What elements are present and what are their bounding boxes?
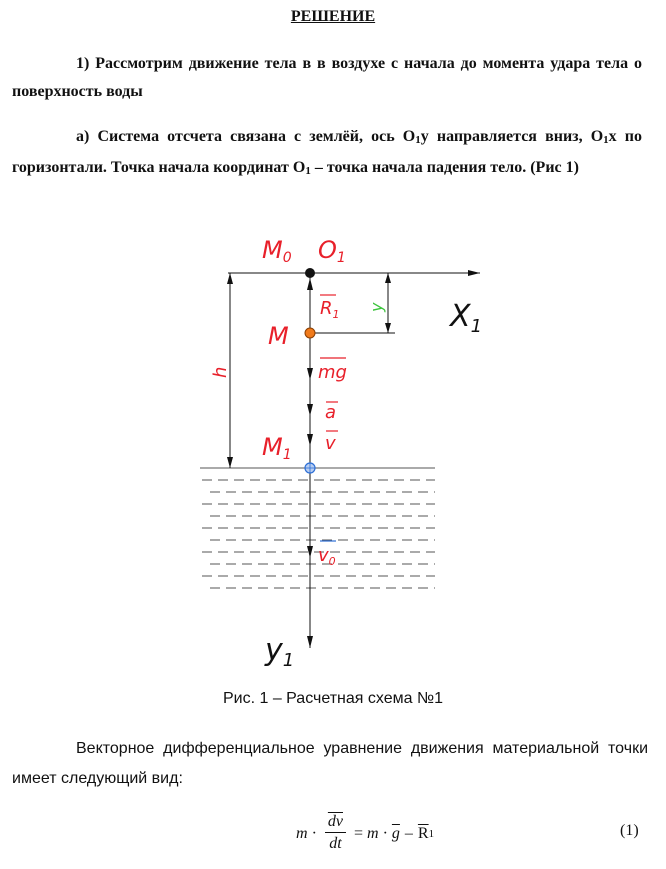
label-v0 — [318, 541, 336, 568]
label-v — [325, 431, 338, 454]
paragraph-1: 1) Рассмотрим движение тела в в воздухе с начала до момента удара тела о поверхность воды — [12, 55, 642, 100]
label-M: M — [268, 322, 289, 350]
derivative-fraction: $\frac{\overline{dv}}{dt}$ — [325, 812, 346, 855]
label-mg — [318, 358, 347, 383]
v-vector-arrowhead — [307, 434, 313, 446]
R1-vector-arrowhead — [307, 278, 313, 290]
label-R1 — [320, 295, 340, 321]
h-dimension-arrow-bottom — [227, 457, 233, 468]
section-heading: РЕШЕНИЕ — [290, 8, 376, 25]
svg-text:v: v — [325, 433, 336, 454]
label-O1: O1 — [318, 236, 346, 266]
calculation-scheme-figure — [150, 228, 490, 678]
label-X1: $X_1$ — [450, 299, 483, 337]
svg-text:R1: $R_1$ — [320, 298, 340, 321]
label-h: h — [210, 366, 231, 378]
svg-text:a: a — [325, 402, 337, 423]
label-a — [325, 402, 338, 423]
point-M1 — [305, 463, 315, 473]
y-dimension-arrow-top — [385, 273, 391, 283]
water-hatching — [202, 480, 435, 588]
water-body — [200, 468, 435, 588]
equation-1: m · $\frac{\overline{dv}}{dt}$ = m · $\overline{g}$ – $\overline{R}$ 1 — [296, 812, 434, 855]
body-paragraph: Векторное дифференциальное уравнение движения материальной точки имеет следующий вид: — [12, 740, 648, 787]
x1-axis-arrowhead — [468, 270, 480, 276]
label-M1: M1 — [262, 433, 292, 463]
a-vector-arrowhead — [307, 404, 313, 416]
figure-caption: Рис. 1 – Расчетная схема №1 — [222, 690, 444, 707]
label-Y1: $y_1$ — [265, 633, 295, 671]
equation-number: (1) — [620, 822, 639, 839]
svg-text:v0: $v_0$ — [318, 545, 336, 568]
paragraph-2: а) Система отсчета связана с землёй, ось O1y направляется вниз, O1x по горизонтали. Точка начала координат O1 – точка начала падения тело. (Рис 1) — [12, 128, 642, 177]
h-dimension-arrow-top — [227, 273, 233, 284]
svg-text:mg: mg — [318, 362, 347, 383]
point-M0 — [305, 268, 315, 278]
y1-axis-arrowhead — [307, 636, 313, 648]
y-dimension-arrow-bottom — [385, 323, 391, 333]
label-M0: M0 — [262, 236, 292, 266]
mg-vector-arrowhead — [307, 368, 313, 380]
point-M — [305, 328, 315, 338]
label-y: y — [367, 302, 386, 312]
